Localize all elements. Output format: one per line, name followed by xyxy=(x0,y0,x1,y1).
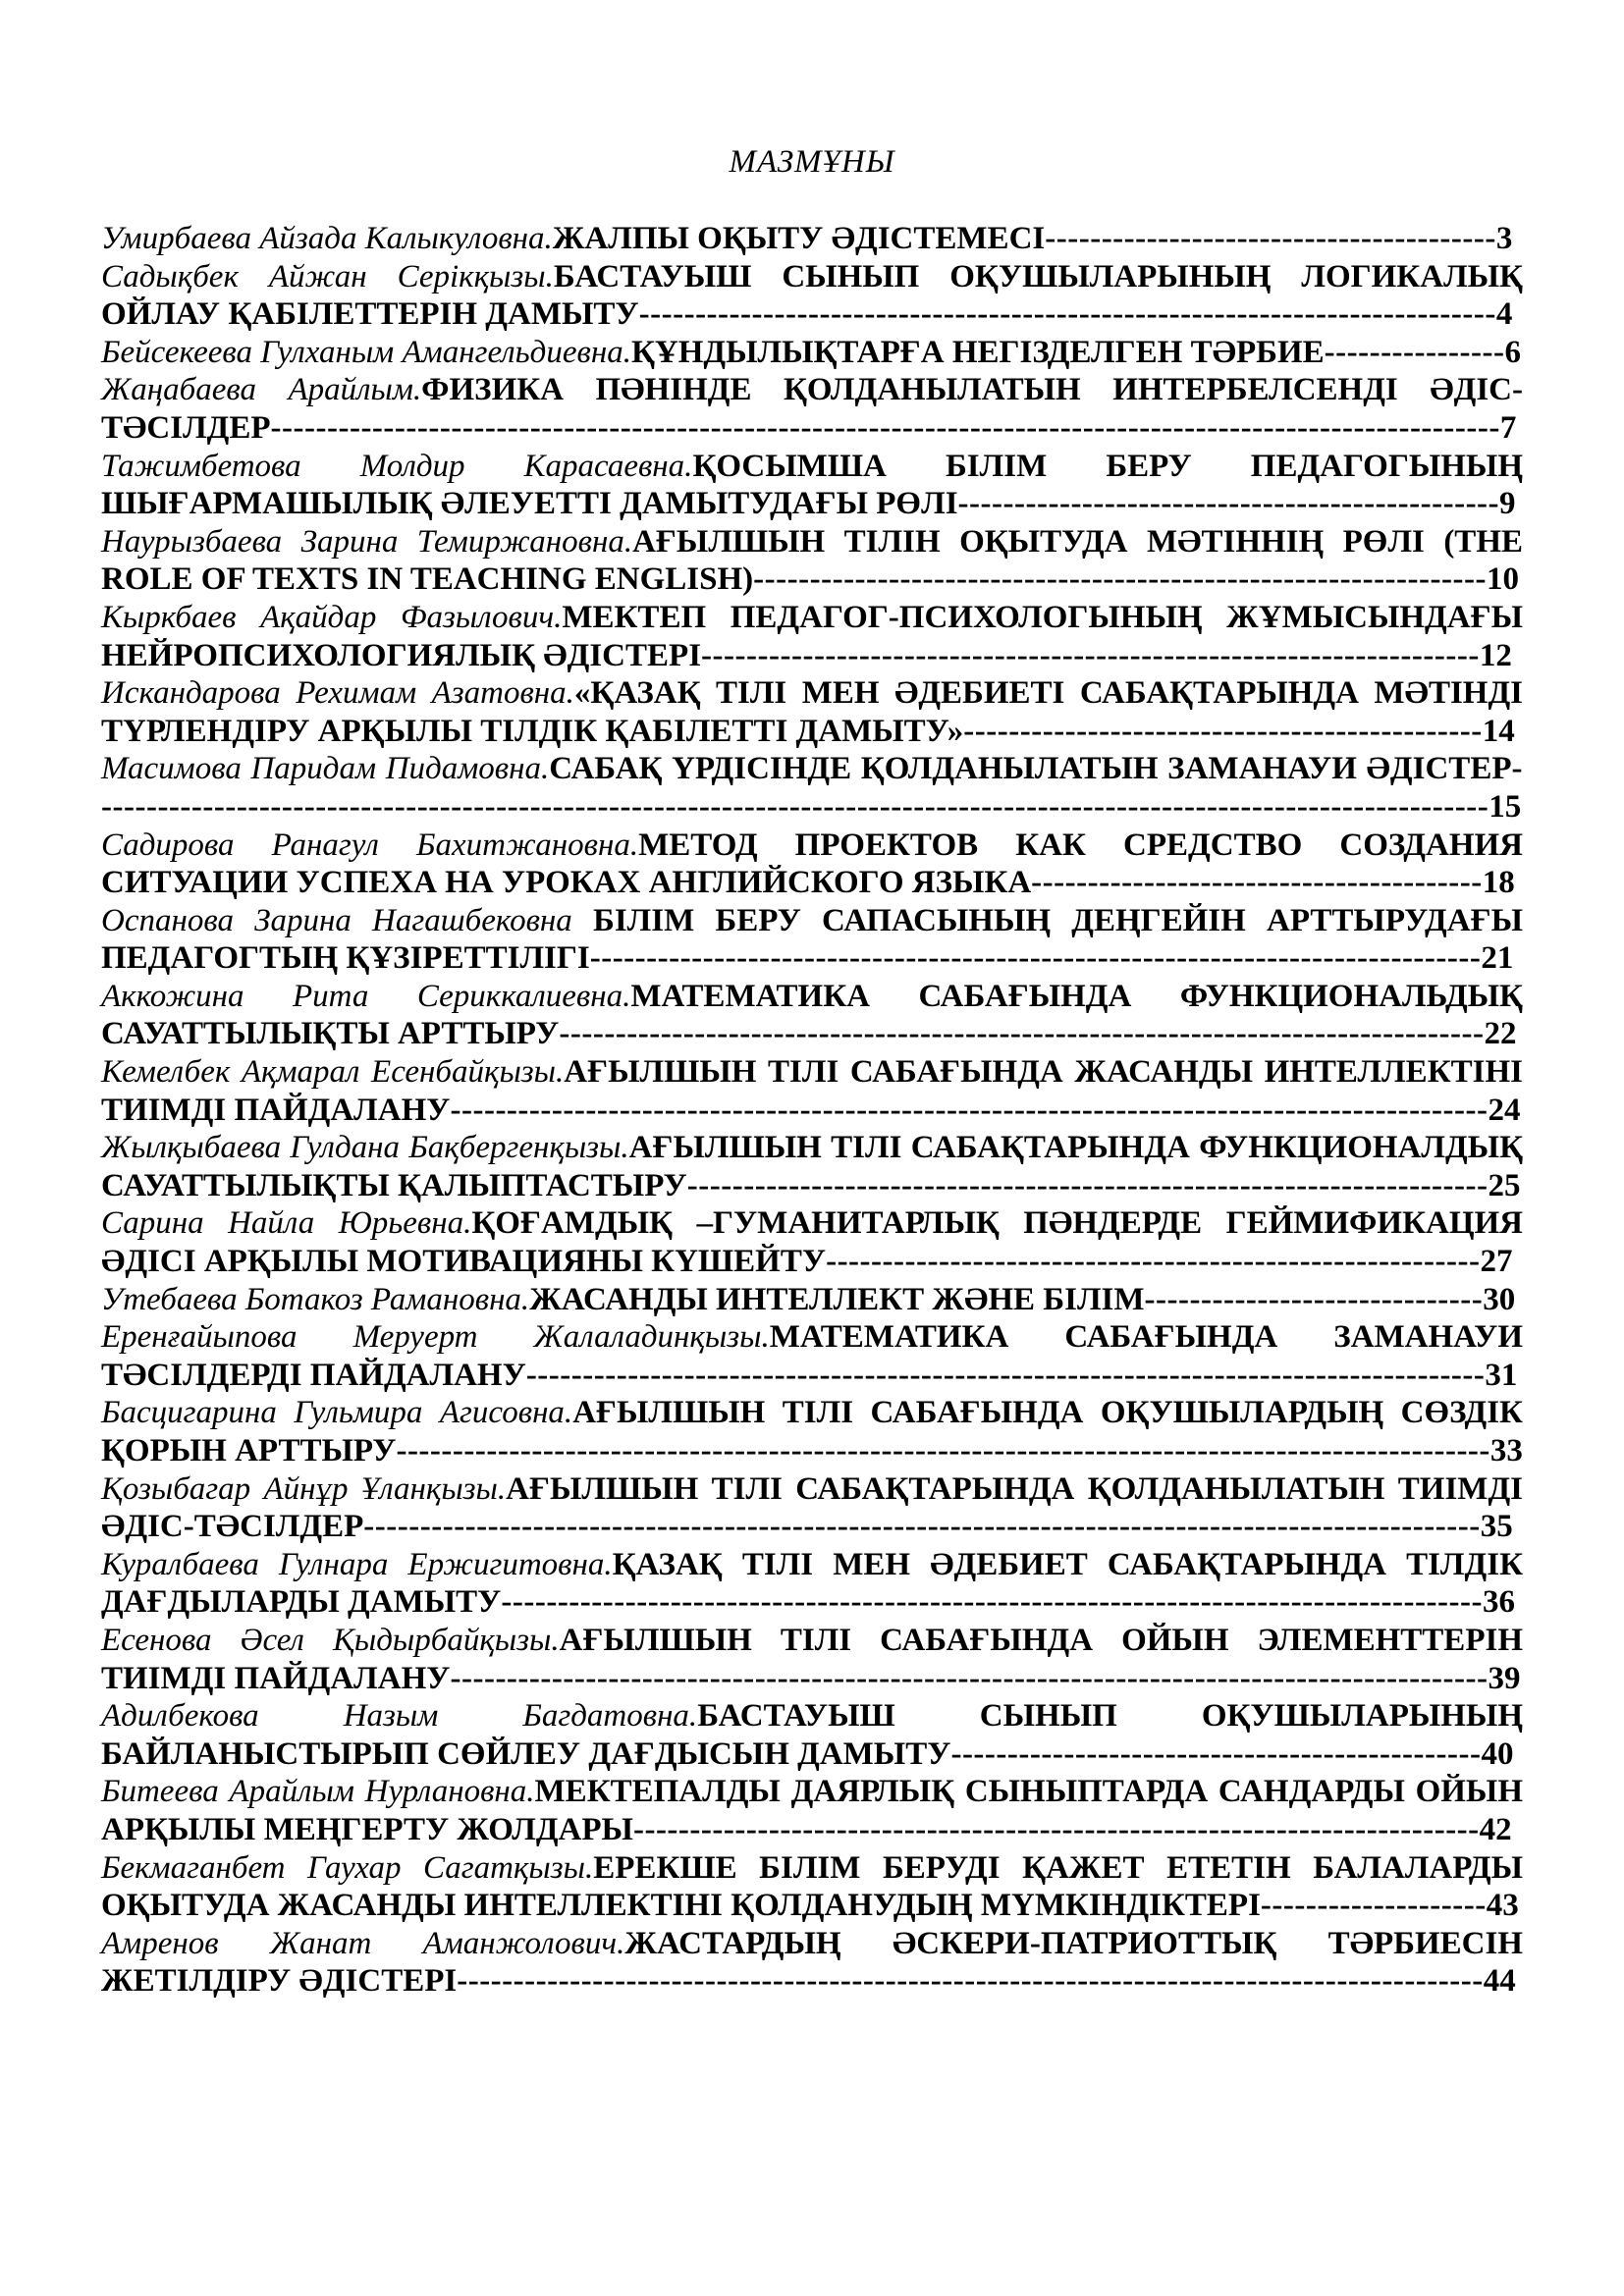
toc-entry xyxy=(101,1053,1523,1129)
toc-entry xyxy=(101,1470,1523,1546)
page-number: 10 xyxy=(1486,561,1519,598)
toc-entry xyxy=(101,750,1523,826)
toc-entry-author: Жылқыбаева Гулдана Бақбергенқызы. xyxy=(101,1130,629,1166)
page-number: 4 xyxy=(1495,296,1513,333)
toc-entry xyxy=(101,258,1523,334)
dash-leader: ------------------------------------------------------------------------------------------- xyxy=(457,1963,1484,2000)
toc-entry xyxy=(101,1204,1523,1280)
toc-entry-title: «ҚАЗАҚ ТІЛІ МЕН ӘДЕБИЕТІ САБАҚТАРЫНДА МӘТІНДІ ТҮРЛЕНДІРУ АРҚЫЛЫ ТІЛДІК ҚАБІЛЕТТІ ДАМЫТУ» xyxy=(101,675,1524,749)
page-number: 27 xyxy=(1480,1244,1513,1280)
toc-entry-author: Куралбаева Гулнара Ержигитовна. xyxy=(101,1546,613,1582)
page-number: 12 xyxy=(1479,637,1512,673)
toc-entry-title: АҒЫЛШЫН ТІЛІН ОҚЫТУДА МӘТІННІҢ РӨЛІ (THE ROLE OF TEXTS IN TEACHING ENGLISH) xyxy=(101,523,1524,598)
toc-entry xyxy=(101,599,1523,674)
toc-entry-title: МЕКТЕПАЛДЫ ДАЯРЛЫҚ СЫНЫПТАРДА САНДАРДЫ ОЙЫН АРҚЫЛЫ МЕҢГЕРТУ ЖОЛДАРЫ xyxy=(101,1774,1523,1847)
toc-entry-title: САБАҚ ҮРДІСІНДЕ ҚОЛДАНЫЛАТЫН ЗАМАНАУИ ӘДІСТЕР xyxy=(549,751,1512,787)
toc-entry-title: БАСТАУЫШ СЫНЫП ОҚУШЫЛАРЫНЫҢ БАЙЛАНЫСТЫРЫП СӨЙЛЕУ ДАҒДЫСЫН ДАМЫТУ xyxy=(101,1698,1523,1772)
toc-entry-title: АҒЫЛШЫН ТІЛІ САБАҒЫНДА ОЙЫН ЭЛЕМЕНТТЕРІН ТИІМДІ ПАЙДАЛАНУ xyxy=(101,1622,1523,1696)
page-number: 30 xyxy=(1483,1281,1516,1317)
toc-entry xyxy=(101,371,1523,447)
toc-entry xyxy=(101,523,1523,599)
toc-entry xyxy=(101,978,1523,1053)
page-number: 40 xyxy=(1481,1735,1514,1772)
page-number: 6 xyxy=(1504,334,1521,370)
toc-entry-title: ҚҰНДЫЛЫҚТАРҒА НЕГІЗДЕЛГЕН ТӘРБИЕ xyxy=(630,334,1325,370)
toc-entry-author: Жаңабаева Арайлым. xyxy=(101,372,422,408)
toc-entry-author: Битеева Арайлым Нурлановна. xyxy=(101,1774,535,1810)
toc-entry-title: ҚОСЫМША БІЛІМ БЕРУ ПЕДАГОГЫНЫҢ ШЫҒАРМАШЫЛЫҚ ӘЛЕУЕТТІ ДАМЫТУДАҒЫ РӨЛІ xyxy=(101,448,1523,522)
page-number: 43 xyxy=(1486,1888,1519,1924)
toc-entry-author: Адилбекова Назым Багдатовна. xyxy=(101,1698,698,1735)
dash-leader: ---------------------------------------- xyxy=(1031,865,1483,901)
toc-entry-title: ҚАЗАҚ ТІЛІ МЕН ӘДЕБИЕТ САБАҚТАРЫНДА ТІЛДІК ДАҒДЫЛАРДЫ ДАМЫТУ xyxy=(101,1546,1523,1621)
dash-leader: ---------------------------------------------- xyxy=(963,713,1483,749)
toc-entry xyxy=(101,220,1523,258)
toc-list xyxy=(101,220,1523,2001)
toc-entry-title: АҒЫЛШЫН ТІЛІ САБАҚТАРЫНДА ФУНКЦИОНАЛДЫҚ САУАТТЫЛЫҚТЫ ҚАЛЫПТАСТЫРУ xyxy=(101,1130,1523,1203)
toc-entry xyxy=(101,1849,1523,1925)
dash-leader: ---------------------------------------------------------------------------- xyxy=(638,296,1496,333)
toc-entry-title: БІЛІМ БЕРУ САПАСЫНЫҢ ДЕҢГЕЙІН АРТТЫРУДАҒЫ ПЕДАГОГТЫҢ ҚҰЗІРЕТТІЛІГІ xyxy=(101,902,1523,977)
dash-leader: --------------------------------------------------------------------------------------------------- xyxy=(363,1509,1481,1545)
page-number: 33 xyxy=(1489,1433,1523,1468)
toc-entry xyxy=(101,334,1523,372)
dash-leader: ------------------------------------------------------------------------------------------------------------- xyxy=(270,409,1500,446)
dash-leader: --------------------------------------------------------------------------------------- xyxy=(501,1584,1483,1621)
toc-entry-author: Кыркбаев Ақайдар Фазылович. xyxy=(101,599,563,635)
toc-entry-title: МАТЕМАТИКА САБАҒЫНДА ФУНКЦИОНАЛЬДЫҚ САУАТТЫЛЫҚТЫ АРТТЫРУ xyxy=(101,978,1523,1052)
page-number: 44 xyxy=(1483,1963,1516,2000)
page-number: 22 xyxy=(1484,1016,1517,1052)
toc-entry-author: Тажимбетова Молдир Карасаевна. xyxy=(101,448,693,484)
toc-entry xyxy=(101,1773,1523,1848)
toc-entry xyxy=(101,827,1523,902)
page-number: 3 xyxy=(1495,221,1513,256)
dash-leader: ----------------------------------------------------------------------- xyxy=(686,1167,1489,1203)
toc-entry-title: ЕРЕКШЕ БІЛІМ БЕРУДІ ҚАЖЕТ ЕТЕТІН БАЛАЛАРДЫ ОҚЫТУДА ЖАСАНДЫ ИНТЕЛЛЕКТІНІ ҚОЛДАНУДЫҢ МҮМКІНДІКТЕРІ xyxy=(101,1849,1523,1924)
dash-leader: -------------------------------------------------------------------------------------------- xyxy=(450,1660,1489,1696)
page-number: 25 xyxy=(1488,1167,1521,1203)
dash-leader: ----------------------------------------------- xyxy=(950,1735,1482,1772)
toc-entry-author: Сарина Найла Юрьевна. xyxy=(101,1205,472,1242)
dash-leader: ------------------------------------------------------------------------------- xyxy=(589,940,1482,977)
page-number: 15 xyxy=(1489,788,1522,825)
toc-entry xyxy=(101,1281,1523,1319)
page-number: 24 xyxy=(1488,1092,1521,1128)
dash-leader: --------------------------------------------------------------------- xyxy=(701,637,1480,673)
toc-entry-author: Оспанова Зарина Нагашбековна xyxy=(101,902,593,938)
page-number: 42 xyxy=(1479,1811,1512,1847)
toc-entry xyxy=(101,1546,1523,1622)
toc-entry-author: Бекмаганбет Гаухар Сагатқызы. xyxy=(101,1849,594,1886)
dash-leader: ---------------------------------------------------------- xyxy=(826,1244,1481,1280)
toc-entry xyxy=(101,1925,1523,2001)
toc-entry-title: ҚОҒАМДЫҚ –ГУМАНИТАРЛЫҚ ПӘНДЕРДЕ ГЕЙМИФИКАЦИЯ ӘДІСІ АРҚЫЛЫ МОТИВАЦИЯНЫ КҮШЕЙТУ xyxy=(101,1205,1523,1280)
toc-entry-title: АҒЫЛШЫН ТІЛІ САБАҚТАРЫНДА ҚОЛДАНЫЛАТЫН ТИІМДІ ӘДІС-ТӘСІЛДЕР xyxy=(101,1470,1523,1545)
toc-entry-title: МАТЕМАТИКА САБАҒЫНДА ЗАМАНАУИ ТӘСІЛДЕРДІ ПАЙДАЛАНУ xyxy=(101,1319,1524,1393)
page-number: 9 xyxy=(1499,486,1516,522)
toc-entry-title: ФИЗИКА ПӘНІНДЕ ҚОЛДАНЫЛАТЫН ИНТЕРБЕЛСЕНДІ ӘДІС-ТӘСІЛДЕР xyxy=(101,372,1523,446)
page-number: 21 xyxy=(1481,940,1514,977)
dash-leader: -------------------- xyxy=(1260,1888,1487,1924)
dash-leader: ---------------------------------------------------------------------------------- xyxy=(559,1016,1485,1052)
dash-leader: ------------------------------------------------ xyxy=(957,486,1500,522)
dash-leader: ---------------- xyxy=(1324,334,1505,370)
dash-leader: --------------------------------------------------------------------------- xyxy=(632,1811,1480,1847)
toc-entry-author: Наурызбаева Зарина Темиржановна. xyxy=(101,523,633,560)
toc-entry-author: Умирбаева Айзада Калыкуловна. xyxy=(101,221,553,256)
toc-entry-author: Есенова Әсел Қыдырбайқызы. xyxy=(101,1622,560,1658)
toc-entry-author: Аккожина Рита Сериккалиевна. xyxy=(101,978,631,1014)
toc-entry-title: ЖАСАНДЫ ИНТЕЛЛЕКТ ЖӘНЕ БІЛІМ xyxy=(529,1281,1145,1317)
toc-entry-author: Искандарова Рехимам Азатовна. xyxy=(101,675,574,712)
page-number: 31 xyxy=(1485,1357,1518,1393)
toc-entry-title: ЖАСТАРДЫҢ ӘСКЕРИ-ПАТРИОТТЫҚ ТӘРБИЕСІН ЖЕТІЛДІРУ ӘДІСТЕРІ xyxy=(101,1925,1523,2000)
dash-leader: ------------------------------------------------------------------------------------- xyxy=(525,1357,1486,1393)
toc-entry xyxy=(101,1318,1523,1394)
toc-entry xyxy=(101,1129,1523,1204)
toc-entry-title: МЕТОД ПРОЕКТОВ КАК СРЕДСТВО СОЗДАНИЯ СИТУАЦИИ УСПЕХА НА УРОКАХ АНГЛИЙСКОГО ЯЗЫКА xyxy=(101,827,1523,901)
toc-entry-title: ЖАЛПЫ ОҚЫТУ ӘДІСТЕМЕСІ xyxy=(552,221,1046,256)
document-title: МАЗМҰНЫ xyxy=(729,144,895,180)
dash-leader: ---------------------------------------------------------------------------------------------------------------------------- xyxy=(101,751,1523,825)
page-number: 35 xyxy=(1480,1509,1513,1545)
toc-entry-author: Амренов Жанат Аманжолович. xyxy=(101,1925,625,1961)
toc-entry xyxy=(101,1394,1523,1469)
page-number: 14 xyxy=(1482,713,1515,749)
toc-entry xyxy=(101,902,1523,978)
dash-leader: -------------------------------------------------------------------------------------------- xyxy=(450,1092,1489,1128)
dash-leader: ------------------------------------------------------------------------------------------------- xyxy=(396,1433,1490,1468)
toc-entry-author: Басцигарина Гульмира Агисовна. xyxy=(101,1395,573,1431)
dash-leader: ------------------------------ xyxy=(1144,1281,1484,1317)
toc-entry-author: Садирова Ранагул Бахитжановна. xyxy=(101,827,639,863)
page-number: 36 xyxy=(1482,1584,1515,1621)
toc-entry-author: Утебаева Ботакоз Рамановна. xyxy=(101,1281,530,1317)
toc-entry-author: Еренғайыпова Меруерт Жалаладинқызы. xyxy=(101,1319,770,1356)
toc-entry-title: БАСТАУЫШ СЫНЫП ОҚУШЫЛАРЫНЫҢ ЛОГИКАЛЫҚ ОЙЛАУ ҚАБІЛЕТТЕРІН ДАМЫТУ xyxy=(101,258,1523,333)
toc-entry-author: Бейсекеева Гулханым Амангельдиевна. xyxy=(101,334,631,370)
toc-entry-author: Кемелбек Ақмарал Есенбайқызы. xyxy=(101,1054,565,1091)
toc-entry-author: Садықбек Айжан Серікқызы. xyxy=(101,258,554,294)
toc-entry-title: АҒЫЛШЫН ТІЛІ САБАҒЫНДА ОҚУШЫЛАРДЫҢ СӨЗДІК ҚОРЫН АРТТЫРУ xyxy=(101,1395,1523,1468)
toc-entry-author: Қозыбагар Айнұр Ұланқызы. xyxy=(101,1470,507,1507)
page-number: 39 xyxy=(1488,1660,1521,1696)
page-number: 7 xyxy=(1499,409,1517,446)
toc-entry xyxy=(101,448,1523,523)
toc-entry xyxy=(101,1697,1523,1773)
page-number: 18 xyxy=(1482,865,1515,901)
toc-entry-title: МЕКТЕП ПЕДАГОГ-ПСИХОЛОГЫНЫҢ ЖҰМЫСЫНДАҒЫ НЕЙРОПСИХОЛОГИЯЛЫҚ ӘДІСТЕРІ xyxy=(101,599,1523,673)
dash-leader: ---------------------------------------- xyxy=(1045,221,1496,256)
toc-entry-title: АҒЫЛШЫН ТІЛІ САБАҒЫНДА ЖАСАНДЫ ИНТЕЛЛЕКТІНІ ТИІМДІ ПАЙДАЛАНУ xyxy=(101,1054,1523,1128)
toc-entry xyxy=(101,674,1523,750)
toc-entry-author: Масимова Паридам Пидамовна. xyxy=(101,751,550,787)
dash-leader: ----------------------------------------------------------------- xyxy=(753,561,1487,598)
toc-entry xyxy=(101,1622,1523,1697)
